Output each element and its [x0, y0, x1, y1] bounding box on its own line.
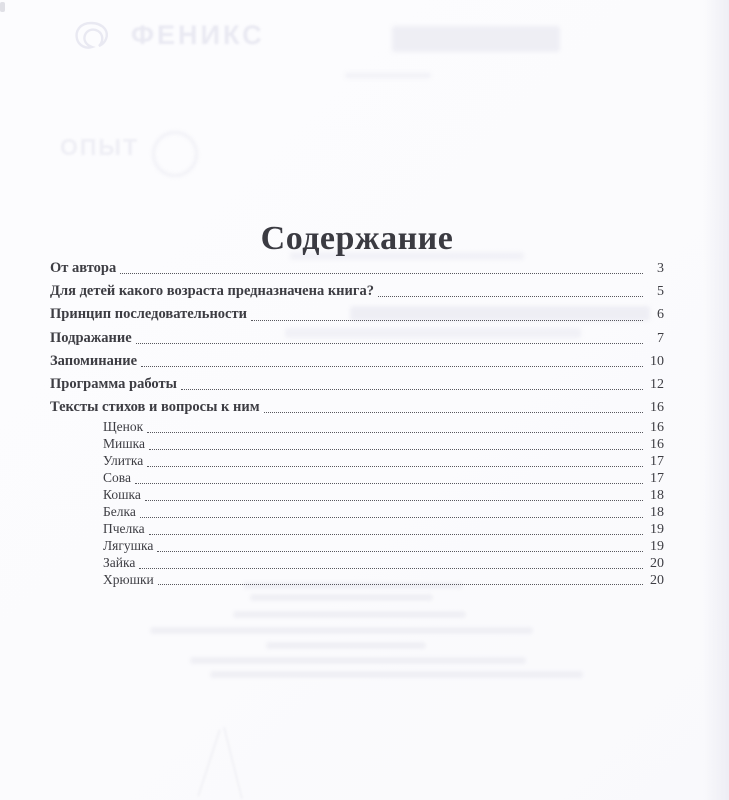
toc-page-number: 16 [650, 400, 664, 416]
bleed-through-text-line [233, 611, 466, 618]
toc-row [50, 555, 664, 572]
toc-row [50, 538, 664, 555]
toc-row [50, 521, 664, 538]
toc-dotted-leader [149, 449, 643, 450]
toc-dotted-leader [135, 483, 643, 484]
toc-dotted-leader [158, 584, 643, 585]
toc-page-number: 12 [650, 377, 664, 393]
bleed-through-text-line [190, 657, 526, 664]
toc-row [50, 487, 664, 504]
toc-entry-label: Пчелка [103, 521, 145, 537]
toc-page-number: 17 [650, 471, 664, 487]
scan-speck [0, 2, 5, 12]
bleed-through-smudge [392, 26, 560, 52]
toc-row [50, 470, 664, 487]
toc-entry-label: Белка [103, 504, 136, 520]
toc-entry-label: Запоминание [50, 352, 138, 369]
toc-page-number: 16 [650, 437, 664, 453]
toc-dotted-leader [147, 466, 643, 467]
toc-entry-label: От автора [50, 260, 117, 276]
toc-page-number: 18 [650, 505, 664, 521]
toc-dotted-leader [136, 343, 643, 344]
toc-entry-label: Лягушка [103, 538, 154, 554]
page-title: Содержание [260, 219, 454, 257]
toc-page-number: 19 [650, 522, 664, 538]
toc-dotted-leader [149, 534, 643, 535]
toc-entry-label: Щенок [103, 419, 144, 435]
toc-row [50, 350, 664, 373]
publisher-name-bleed-through: ФЕНИКС [131, 20, 265, 50]
toc-dotted-leader [378, 296, 643, 297]
toc-page-number: 17 [650, 454, 664, 470]
toc-page-number: 6 [657, 307, 664, 323]
page-crease [223, 727, 243, 799]
watermark-bleed-through: ОПЫТ [60, 134, 139, 160]
toc-dotted-leader [264, 412, 643, 413]
ghost-ring-mark [152, 131, 198, 177]
toc-dotted-leader [157, 551, 643, 552]
page-crease [197, 729, 221, 796]
toc-row [50, 327, 664, 350]
toc-page-number: 19 [650, 539, 664, 555]
toc-row [50, 504, 664, 521]
bleed-through-text-line [250, 594, 433, 601]
toc-entry-label: Для детей какого возраста предназначена книга? [50, 283, 374, 300]
toc-dotted-leader [147, 432, 643, 433]
phoenix-logo-ghost-icon [70, 19, 112, 53]
toc-entry-label: Кошка [103, 487, 141, 503]
bleed-through-text-line [150, 627, 533, 634]
toc-entry-label: Улитка [103, 453, 144, 469]
bleed-through-smudge [345, 73, 431, 78]
toc-row [50, 419, 664, 436]
toc-dotted-leader [139, 568, 643, 569]
toc-entry-label: Мишка [103, 436, 145, 452]
toc-entry-label: Хрюшки [103, 572, 154, 587]
toc-dotted-leader [251, 320, 643, 321]
toc-row [50, 436, 664, 453]
toc-row [50, 572, 664, 589]
toc-row [50, 280, 664, 303]
toc-page-number: 18 [650, 488, 664, 504]
toc-row [50, 373, 664, 396]
toc-page-number: 20 [650, 573, 664, 588]
toc-page-number: 3 [657, 261, 664, 276]
toc-dotted-leader [120, 273, 643, 274]
bleed-through-text-line [210, 671, 583, 678]
toc-row [50, 396, 664, 419]
toc-dotted-leader [145, 500, 643, 501]
toc-entry-label: Зайка [103, 555, 136, 571]
toc-row [50, 257, 664, 280]
toc-page-number: 7 [657, 330, 664, 346]
toc-row [50, 453, 664, 470]
toc-page-number: 20 [650, 556, 664, 572]
toc-entry-label: Программа работы [50, 376, 177, 393]
toc-entry-label: Подражание [50, 329, 132, 346]
toc-dotted-leader [140, 517, 643, 518]
toc-entry-label: Принцип последовательности [50, 306, 247, 323]
toc-page-number: 5 [657, 284, 664, 300]
toc-page-number: 10 [650, 353, 664, 369]
toc-dotted-leader [141, 366, 643, 367]
toc-entry-label: Сова [103, 470, 131, 486]
toc-row [50, 303, 664, 326]
table-of-contents [50, 257, 664, 589]
toc-dotted-leader [181, 389, 643, 390]
bleed-through-text-line [266, 642, 426, 649]
page-edge-shadow [703, 0, 729, 800]
toc-page-number: 16 [650, 420, 664, 436]
toc-entry-label: Тексты стихов и вопросы к ним [50, 399, 260, 416]
